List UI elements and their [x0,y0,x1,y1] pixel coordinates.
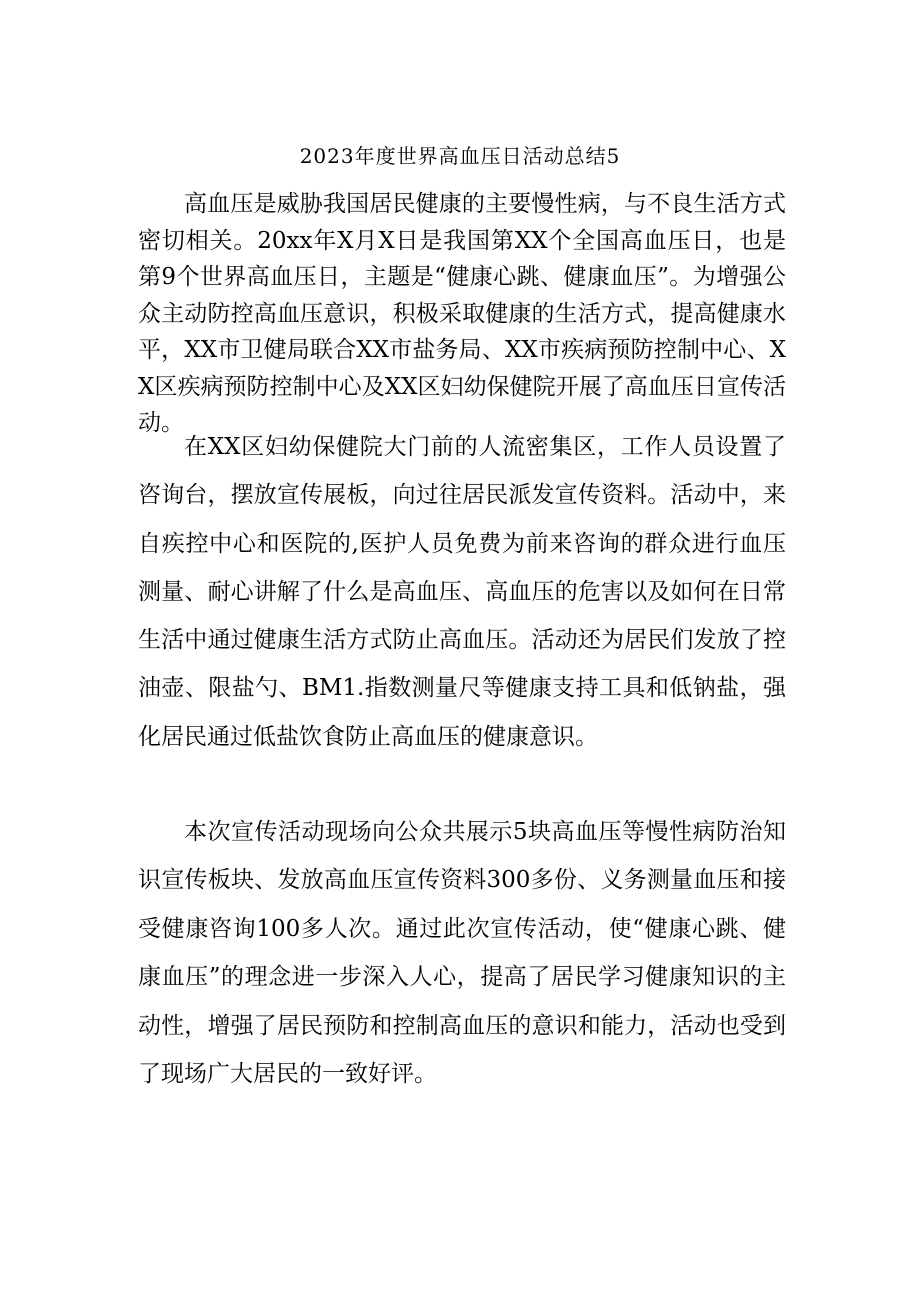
paragraph-summary: 本次宣传活动现场向公众共展示5块高血压等慢性病防治知识宣传板块、发放高血压宣传资料300多份、义务测量血压和接受健康咨询100多人次。通过此次宣传活动，使“健康心跳、健康血压”的理念进一步深入人心，提高了居民学习健康知识的主动性，增强了居民预防和控制高血压的意识和能力，活动也受到了现场广大居民的一致好评。 [138,819,786,1088]
paragraph-activity: 在XX区妇幼保健院大门前的人流密集区，工作人员设置了咨询台，摆放宣传展板，向过往居民派发宣传资料。活动中，来自疾控中心和医院的,医护人员免费为前来咨询的群众进行血压测量、耐心讲解了什么是高血压、高血压的危害以及如何在日常生活中通过健康生活方式防止高血压。活动还为居民们发放了控油壶、限盐勺、BM1.指数测量尺等健康支持工具和低钠盐，强化居民通过低盐饮食防止高血压的健康意识。 [138,434,786,750]
page-title: 2023年度世界高血压日活动总结5 [299,144,621,168]
paragraph-intro: 高血压是威胁我国居民健康的主要慢性病，与不良生活方式密切相关。20xx年X月X日是我国第XX个全国高血压日，也是第9个世界高血压日，主题是“健康心跳、健康血压”。为增强公众主动防控高血压意识，积极采取健康的生活方式，提高健康水平，XX市卫健局联合XX市盐务局、XX市疾病预防控制中心、XX区疾病预防控制中心及XX区妇幼保健院开展了高血压日宣传活动。 [138,191,786,436]
